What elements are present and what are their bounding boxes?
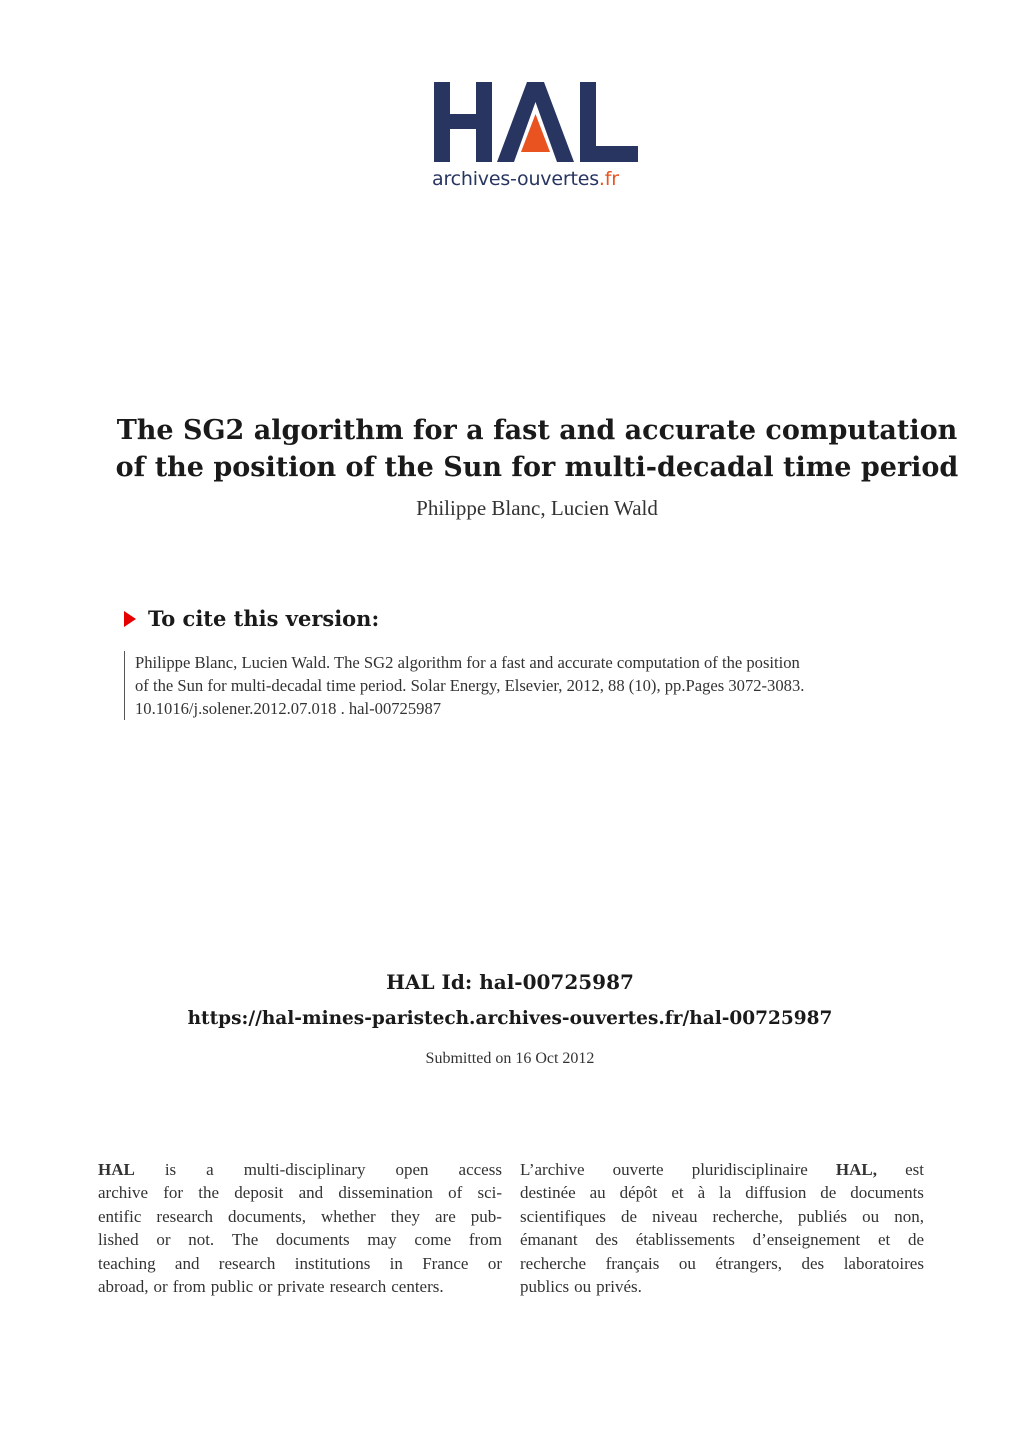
- paper-title: [80, 412, 994, 486]
- abstract-word: de: [820, 1183, 837, 1203]
- abstract-word: établissements: [635, 1230, 735, 1250]
- abstract-line: [98, 1181, 502, 1204]
- abstract-word: destinée: [520, 1183, 576, 1203]
- abstract-word: pub-: [470, 1206, 502, 1226]
- hal-logo-subtitle: archives-ouvertes.fr: [432, 168, 619, 190]
- hal-id: HAL Id: hal-00725987: [386, 970, 634, 994]
- abstract-word: de: [907, 1230, 924, 1250]
- abstract-line: [98, 1205, 502, 1228]
- abstract-word: research: [156, 1206, 214, 1226]
- abstract-word: dépôt: [619, 1183, 658, 1203]
- abstract-word: abroad,: [98, 1277, 149, 1297]
- abstract-line: [98, 1158, 502, 1181]
- abstract-word: for: [163, 1183, 184, 1203]
- abstract-word: or: [487, 1253, 502, 1273]
- abstract-english: [98, 1158, 502, 1298]
- abstract-word: a: [206, 1160, 214, 1179]
- abstract-word: HAL,: [835, 1160, 878, 1179]
- abstract-word: HAL: [98, 1160, 135, 1179]
- abstract-word: et: [877, 1230, 891, 1250]
- abstract-word: est: [905, 1160, 924, 1179]
- abstract-word: in: [389, 1253, 403, 1273]
- abstract-word: la: [719, 1183, 732, 1203]
- abstract-word: d’enseignement: [752, 1230, 861, 1250]
- abstract-word: pluridisciplinaire: [691, 1160, 808, 1179]
- hal-url-link[interactable]: https://hal-mines-paristech.archives-ouvertes.fr/hal-00725987: [187, 1008, 833, 1029]
- triangle-right-icon: [124, 611, 136, 627]
- abstract-word: or: [258, 1277, 273, 1297]
- abstract-word: et: [671, 1183, 684, 1203]
- abstract-word: lished: [98, 1230, 139, 1250]
- abstract-line: [98, 1275, 502, 1298]
- abstract-line: [520, 1205, 924, 1228]
- abstract-word: laboratoires: [843, 1253, 924, 1273]
- paper-authors: Philippe Blanc, Lucien Wald: [416, 496, 658, 520]
- abstract-word: sci-: [477, 1183, 502, 1203]
- abstract-word: may: [367, 1230, 397, 1250]
- abstract-word: is: [164, 1160, 177, 1179]
- abstract-word: documents: [850, 1183, 924, 1203]
- abstract-word: ou: [678, 1253, 696, 1273]
- abstract-line: [520, 1158, 924, 1181]
- abstract-word: centers.: [391, 1277, 444, 1297]
- abstract-word: deposit: [234, 1183, 284, 1203]
- abstract-word: teaching: [98, 1253, 156, 1273]
- paper-title-line: The SG2 algorithm for a fast and accurate computation: [116, 415, 958, 446]
- abstract-word: from: [172, 1277, 206, 1297]
- abstract-word: institutions: [294, 1253, 371, 1273]
- abstract-word: publiés: [797, 1206, 848, 1226]
- abstract-word: come: [414, 1230, 452, 1250]
- abstract-word: ou: [574, 1277, 592, 1297]
- abstract-french: [520, 1158, 924, 1298]
- abstract-word: The: [231, 1230, 259, 1250]
- paper-title-line: of the position of the Sun for multi-decadal time period: [115, 452, 959, 483]
- submitted-date: Submitted on 16 Oct 2012: [425, 1050, 595, 1067]
- abstract-word: not.: [188, 1230, 215, 1250]
- citation-block: [124, 651, 973, 720]
- abstract-word: publics: [520, 1277, 570, 1297]
- abstract-word: recherche,: [712, 1206, 783, 1226]
- hal-logo: [432, 80, 642, 198]
- abstract-word: research: [329, 1277, 387, 1297]
- abstract-word: of: [448, 1183, 463, 1203]
- abstract-word: diffusion: [745, 1183, 807, 1203]
- abstract-word: documents: [276, 1230, 350, 1250]
- abstract-word: France: [422, 1253, 469, 1273]
- abstract-line: [520, 1228, 924, 1251]
- abstract-word: open: [395, 1160, 429, 1179]
- abstract-word: or: [156, 1230, 171, 1250]
- abstract-word: private: [277, 1277, 325, 1297]
- cite-heading: [124, 606, 379, 631]
- abstract-word: de: [621, 1206, 638, 1226]
- abstract-line: [520, 1181, 924, 1204]
- abstract-word: research: [218, 1253, 276, 1273]
- abstract-word: or: [153, 1277, 168, 1297]
- citation-line: Philippe Blanc, Lucien Wald. The SG2 algorithm for a fast and accurate computation of the position: [135, 653, 800, 672]
- abstract-word: des: [595, 1230, 618, 1250]
- abstract-word: from: [468, 1230, 502, 1250]
- abstract-word: étrangers,: [715, 1253, 782, 1273]
- abstract-line: [98, 1228, 502, 1251]
- abstract-word: non,: [894, 1206, 924, 1226]
- abstract-word: émanant: [520, 1230, 578, 1250]
- abstract-word: and: [298, 1183, 324, 1203]
- abstract-word: ouverte: [612, 1160, 664, 1179]
- citation-line: of the Sun for multi-decadal time period. Solar Energy, Elsevier, 2012, 88 (10), pp.Pages 3072-3083.: [135, 676, 805, 695]
- hal-logo-mark: [432, 80, 642, 164]
- abstract-word: niveau: [652, 1206, 698, 1226]
- abstract-line: [520, 1252, 924, 1275]
- abstract-word: privés.: [596, 1277, 642, 1297]
- abstract-line: [98, 1252, 502, 1275]
- abstract-line: [520, 1275, 924, 1298]
- abstract-word: the: [198, 1183, 220, 1203]
- abstract-word: ou: [862, 1206, 880, 1226]
- abstract-word: au: [589, 1183, 606, 1203]
- abstract-word: des: [801, 1253, 825, 1273]
- abstract-word: entific: [98, 1206, 142, 1226]
- abstract-word: are: [435, 1206, 456, 1226]
- abstract-word: L’archive: [520, 1160, 585, 1179]
- abstract-word: whether: [320, 1206, 376, 1226]
- cite-heading-text: To cite this version:: [148, 606, 380, 631]
- abstract-word: dissemination: [338, 1183, 433, 1203]
- abstract-word: recherche: [520, 1253, 587, 1273]
- citation-line: 10.1016/j.solener.2012.07.018 . hal-00725987: [135, 699, 442, 718]
- abstract-word: multi-disciplinary: [243, 1160, 366, 1179]
- abstract-word: access: [458, 1160, 502, 1179]
- abstract-word: and: [174, 1253, 200, 1273]
- abstract-word: archive: [98, 1183, 149, 1203]
- abstract-word: they: [390, 1206, 420, 1226]
- abstract-word: scientifiques: [520, 1206, 606, 1226]
- abstract-word: à: [697, 1183, 706, 1203]
- abstract-word: documents,: [228, 1206, 306, 1226]
- abstract-word: public: [210, 1277, 254, 1297]
- abstract-word: français: [605, 1253, 660, 1273]
